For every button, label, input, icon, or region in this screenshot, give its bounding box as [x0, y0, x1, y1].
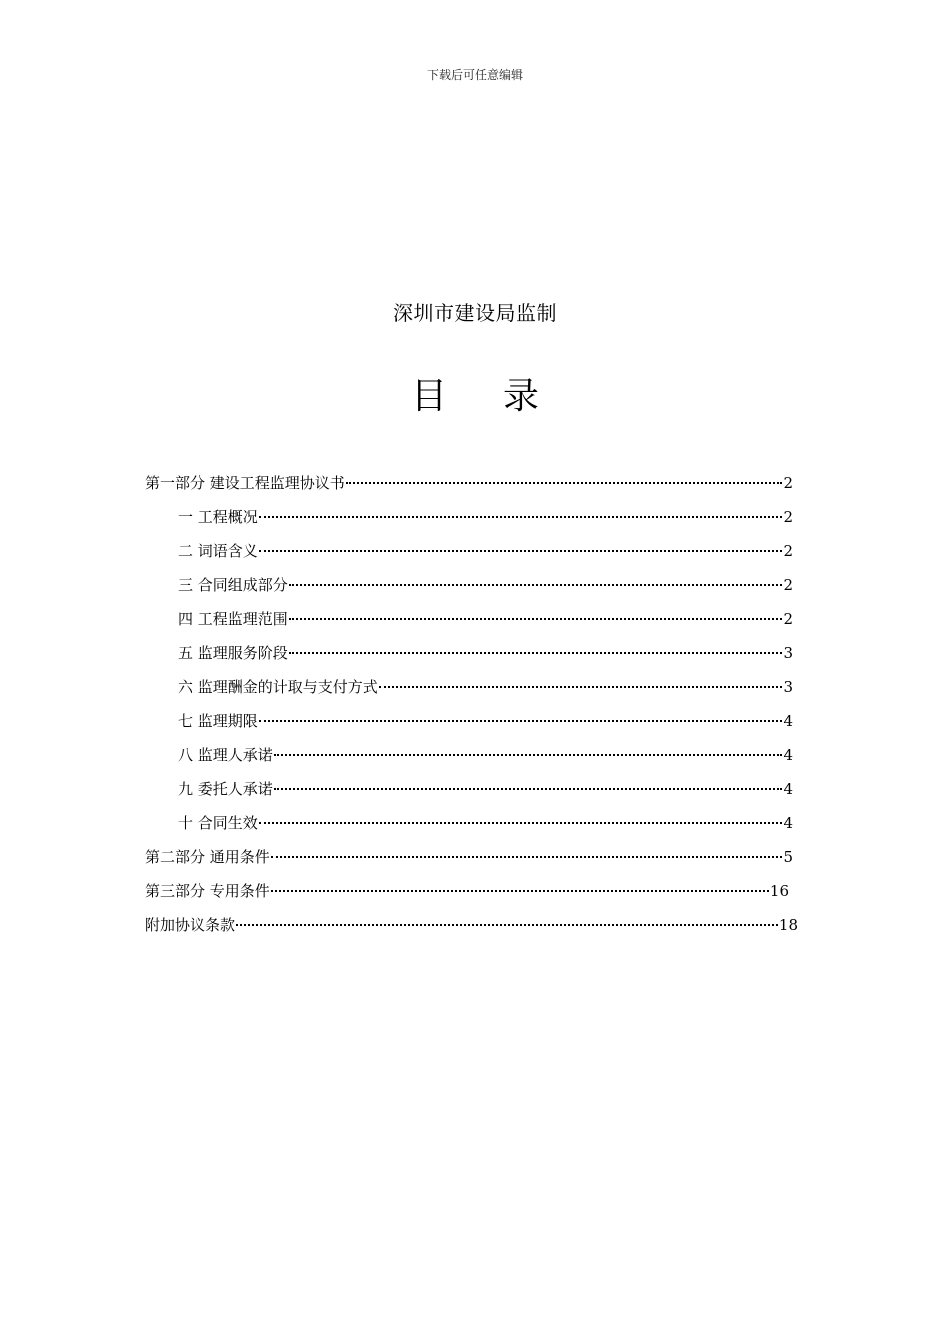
- toc-leader: [259, 821, 783, 824]
- header-note: 下载后可任意编辑: [426, 68, 523, 82]
- toc-entry-appendix[interactable]: [145, 912, 798, 938]
- toc-leader: [274, 753, 783, 756]
- toc-entry-label: 八 监理人承诺: [178, 746, 273, 764]
- toc-entry-label: 九 委托人承诺: [178, 780, 273, 798]
- toc-entry-2[interactable]: [178, 538, 793, 564]
- toc-entry-label: 附加协议条款: [145, 916, 236, 934]
- toc-entry-1[interactable]: [178, 504, 793, 530]
- toc-leader: [346, 481, 783, 484]
- toc-entry-9[interactable]: [178, 776, 793, 802]
- toc-entry-page: 16: [769, 882, 789, 900]
- toc-entry-part-3[interactable]: [145, 878, 789, 904]
- toc-entry-label: 十 合同生效: [178, 814, 258, 832]
- toc-leader: [259, 719, 783, 722]
- toc-entry-label: 二 词语含义: [178, 542, 258, 560]
- toc-entry-part-1[interactable]: [145, 470, 793, 496]
- toc-entry-label: 三 合同组成部分: [178, 576, 288, 594]
- toc-leader: [271, 889, 769, 892]
- toc-entry-page: 2: [783, 474, 793, 492]
- toc-title-char-2: 录: [503, 376, 540, 417]
- toc-entry-label: 第三部分 专用条件: [145, 882, 270, 900]
- toc-entry-page: 3: [783, 678, 793, 696]
- toc-entry-page: 3: [783, 644, 793, 662]
- toc-entry-label: 第一部分 建设工程监理协议书: [145, 474, 345, 492]
- toc-entry-page: 18: [778, 916, 798, 934]
- toc-entry-label: 第二部分 通用条件: [145, 848, 270, 866]
- toc-entry-label: 六 监理酬金的计取与支付方式: [178, 678, 378, 696]
- toc-entry-page: 5: [783, 848, 793, 866]
- toc-entry-page: 4: [783, 814, 793, 832]
- toc-entry-page: 2: [783, 610, 793, 628]
- toc-leader: [259, 549, 783, 552]
- toc-entry-page: 2: [783, 576, 793, 594]
- toc-entry-label: 一 工程概况: [178, 508, 258, 526]
- toc-entry-10[interactable]: [178, 810, 793, 836]
- toc-entry-part-2[interactable]: [145, 844, 793, 870]
- toc-leader: [379, 685, 783, 688]
- toc-entry-label: 四 工程监理范围: [178, 610, 288, 628]
- toc-entry-page: 2: [783, 508, 793, 526]
- toc-leader: [271, 855, 783, 858]
- toc-title-char-1: 目: [410, 376, 447, 417]
- toc-entry-3[interactable]: [178, 572, 793, 598]
- toc-entry-page: 4: [783, 780, 793, 798]
- toc-entry-label: 七 监理期限: [178, 712, 258, 730]
- toc-entry-6[interactable]: [178, 674, 793, 700]
- toc-leader: [236, 923, 778, 926]
- issuer-line: 深圳市建设局监制: [393, 301, 557, 325]
- toc-leader: [289, 651, 783, 654]
- toc-title: [0, 372, 950, 422]
- toc-entry-4[interactable]: [178, 606, 793, 632]
- toc-entry-label: 五 监理服务阶段: [178, 644, 288, 662]
- toc-leader: [289, 583, 783, 586]
- toc-entry-page: 4: [783, 746, 793, 764]
- toc-entry-5[interactable]: [178, 640, 793, 666]
- toc-entry-page: 4: [783, 712, 793, 730]
- toc-entry-7[interactable]: [178, 708, 793, 734]
- toc-leader: [274, 787, 783, 790]
- toc-leader: [289, 617, 783, 620]
- toc-leader: [259, 515, 783, 518]
- toc-entry-8[interactable]: [178, 742, 793, 768]
- toc-entry-page: 2: [783, 542, 793, 560]
